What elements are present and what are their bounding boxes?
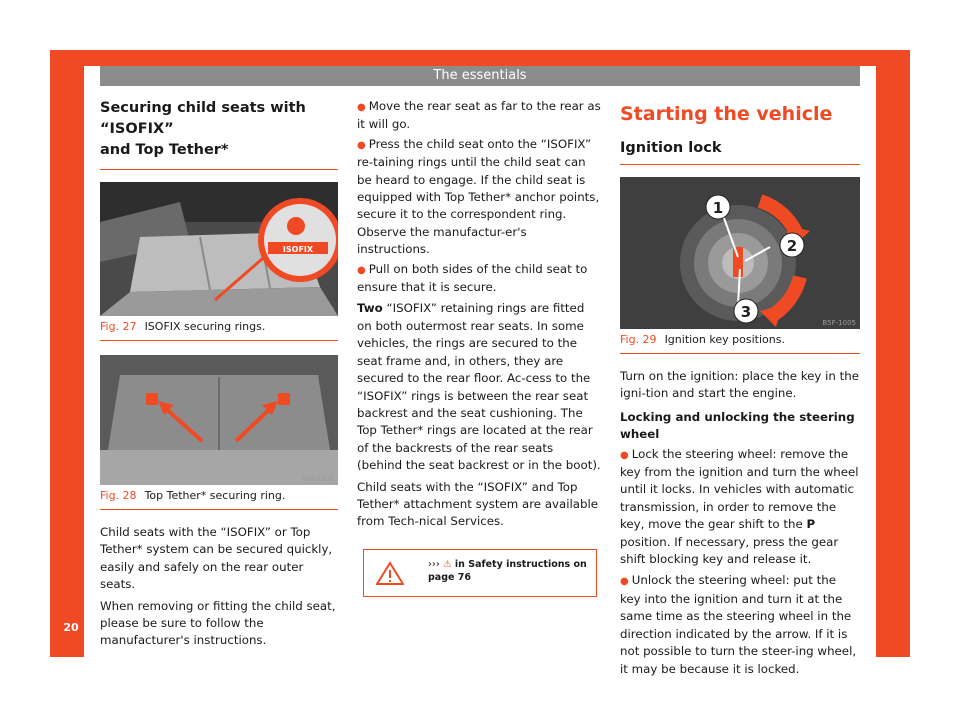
fig28-code: 6JA-0308: [302, 475, 334, 483]
position-label-2: 2: [786, 237, 798, 255]
fig27-caption: Fig. 27 ISOFIX securing rings.: [100, 316, 338, 341]
top-tether-boot-illustration: [100, 355, 338, 485]
ignition-paragraph: Turn on the ignition: place the key in the igni-tion and start the engine.: [620, 369, 860, 401]
right-column: [620, 98, 860, 678]
bullet-dot-icon: ●: [357, 102, 366, 113]
section-header-bar: The essentials: [100, 66, 860, 86]
figure-isofix-rings: [100, 182, 338, 316]
isofix-section-title: Securing child seats with “ISOFIX” and Top Tether*: [100, 98, 338, 170]
isofix-intro-paragraph: Child seats with the “ISOFIX” or Top Tether* system can be secured quickly, easily and safely on the rear outer seats.: [100, 525, 333, 592]
bullet-pull-seat: ● Pull on both sides of the child seat to ensure that it is secure.: [357, 261, 588, 295]
safety-instructions-link[interactable]: ››› ⚠ in Safety instructions on page 76: [428, 558, 587, 583]
key-slot-marker: [733, 247, 743, 277]
position-label-3: 3: [740, 303, 752, 321]
inline-warning-icon: ⚠: [443, 558, 452, 570]
tether-ring-left: [146, 393, 158, 405]
tether-ring-right: [278, 393, 290, 405]
bullet-lock-steering: ● Lock the steering wheel: remove the key from the ignition and turn the wheel until it locks. In vehicles with automatic transmission, in order to remove the key, move the gear shift to the P position. If necessary, press the gear shift blocking key and release it.: [620, 446, 859, 567]
fig27-code: 6JA-0307: [302, 306, 334, 314]
bullet-dot-icon: ●: [357, 264, 366, 276]
isofix-seat-illustration: [100, 182, 338, 316]
ignition-lock-subtitle: Ignition lock: [620, 138, 860, 165]
bullet-press-seat: ● Press the child seat onto the “ISOFIX” re-taining rings until the child seat can be heard to engage. If the child seat is equipped with Top Tether* anchor points, secure it to the correspondent ring. Observe the manufactur-er's instructions.: [357, 136, 600, 257]
position-label-1: 1: [712, 199, 724, 217]
fig28-caption: Fig. 28 Top Tether* securing ring.: [100, 485, 338, 510]
bullet-dot-icon: ●: [620, 576, 629, 588]
retaining-rings-paragraph: Two “ISOFIX” retaining rings are fitted on both outermost rear seats. In some vehicles, the rings are secured to the seat frame and, in others, they are secured to the rear floor. Ac-cess to the “ISOFIX” rings is between the rear seat backrest and the seat cushioning. The Top Tether* rings are located at the rear of the backrests of the rear seats (behind the seat backrest or in the boot).: [357, 301, 601, 473]
safety-warning-box: [363, 549, 597, 597]
isofix-badge-label: ISOFIX: [282, 245, 314, 254]
warning-triangle-icon: [376, 561, 404, 585]
ignition-key-illustration: [620, 177, 860, 329]
steering-lock-heading: Locking and unlocking the steering wheel: [620, 409, 855, 442]
page-number: 20: [63, 621, 79, 634]
availability-paragraph: Child seats with the “ISOFIX” and Top Tether* attachment system are available from Tech-nical Services.: [357, 479, 599, 529]
starting-vehicle-title: Starting the vehicle: [620, 103, 833, 125]
figure-ignition-key: [620, 177, 860, 329]
fig29-code: B5F-1005: [822, 319, 856, 327]
figure-top-tether: [100, 355, 338, 485]
bullet-move-seat: ● Move the rear seat as far to the rear as it will go.: [357, 99, 601, 132]
fig29-caption: Fig. 29 Ignition key positions.: [620, 329, 860, 354]
left-column: [100, 98, 338, 650]
bullet-dot-icon: ●: [357, 139, 366, 151]
bullet-dot-icon: ●: [620, 449, 629, 461]
bullet-unlock-steering: ● Unlock the steering wheel: put the key into the ignition and turn it at the same time as the steering wheel in the direction indicated by the arrow. If it is not possible to turn the steer-ing wheel, it may be because it is locked.: [620, 573, 857, 676]
middle-column: [357, 98, 601, 597]
manufacturer-instructions-paragraph: When removing or fitting the child seat, please be sure to follow the manufacturer's instructions.: [100, 598, 336, 648]
